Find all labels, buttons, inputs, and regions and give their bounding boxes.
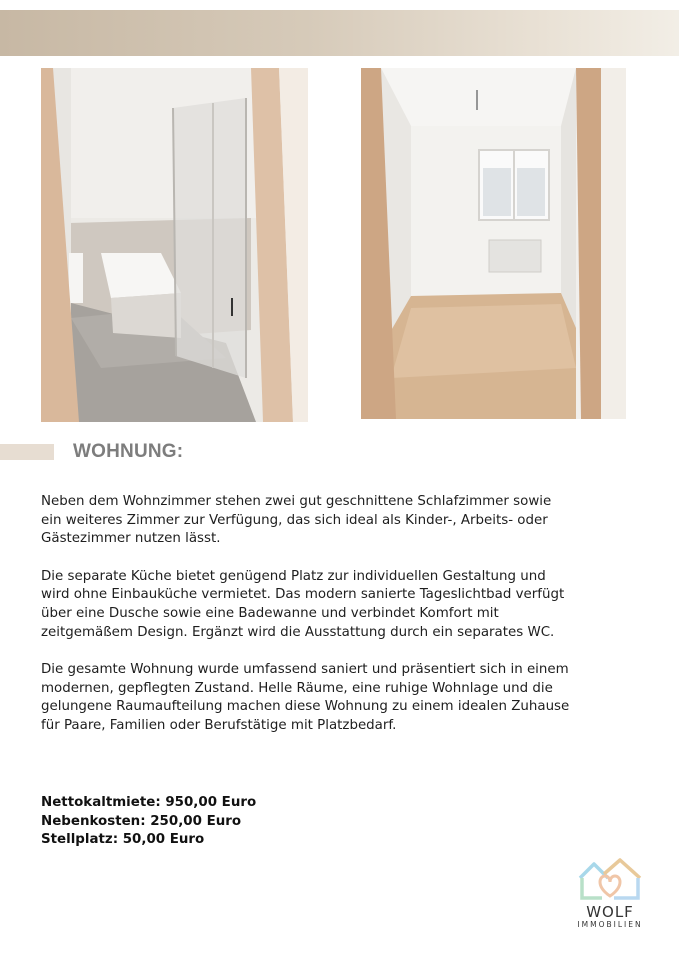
house-heart-icon <box>574 856 646 904</box>
paragraph-condition: Die gesamte Wohnung wurde umfassend saniert und präsentiert sich in einem modernen, gepflegten Zustand. Helle Räume, eine ruhige Wohnlage und die gelungene Raumaufteilung machen diese Wohnung zu einem idealen Zuhause für Paare, Familien oder Berufstätige mit Platzbedarf. <box>41 662 570 733</box>
paragraph-rooms: Neben dem Wohnzimmer stehen zwei gut geschnittene Schlafzimmer sowie ein weiteres Zimmer zur Verfügung, das sich ideal als Kinder-, Arbeits- oder Gästezimmer nutzen lässt. <box>41 494 552 547</box>
price-list <box>41 794 256 850</box>
description-text <box>41 493 571 755</box>
price-parking: Stellplatz: 50,00 Euro <box>41 832 205 848</box>
logo-name: WOLF <box>586 903 634 921</box>
price-net-rent: Nettokaltmiete: 950,00 Euro <box>41 795 257 810</box>
heading-accent-bar <box>0 444 54 460</box>
wolf-logo <box>568 856 652 944</box>
price-utilities: Nebenkosten: 250,00 Euro <box>41 813 242 829</box>
bathroom-photo <box>41 68 308 422</box>
logo-subtitle: IMMOBILIEN <box>577 920 643 929</box>
bedroom-photo <box>361 68 626 419</box>
header-band <box>0 10 679 56</box>
paragraph-kitchen-bath: Die separate Küche bietet genügend Platz zur individuellen Gestaltung und wird ohne Einbauküche vermietet. Das modern sanierte Tageslichtbad verfügt über eine Dusche sowie eine Badewanne und verbindet Komfort mit zeitgemäßem Design. Ergänzt wird die Ausstattung durch ein separates WC. <box>41 568 565 640</box>
section-heading: WOHNUNG: <box>73 441 184 462</box>
